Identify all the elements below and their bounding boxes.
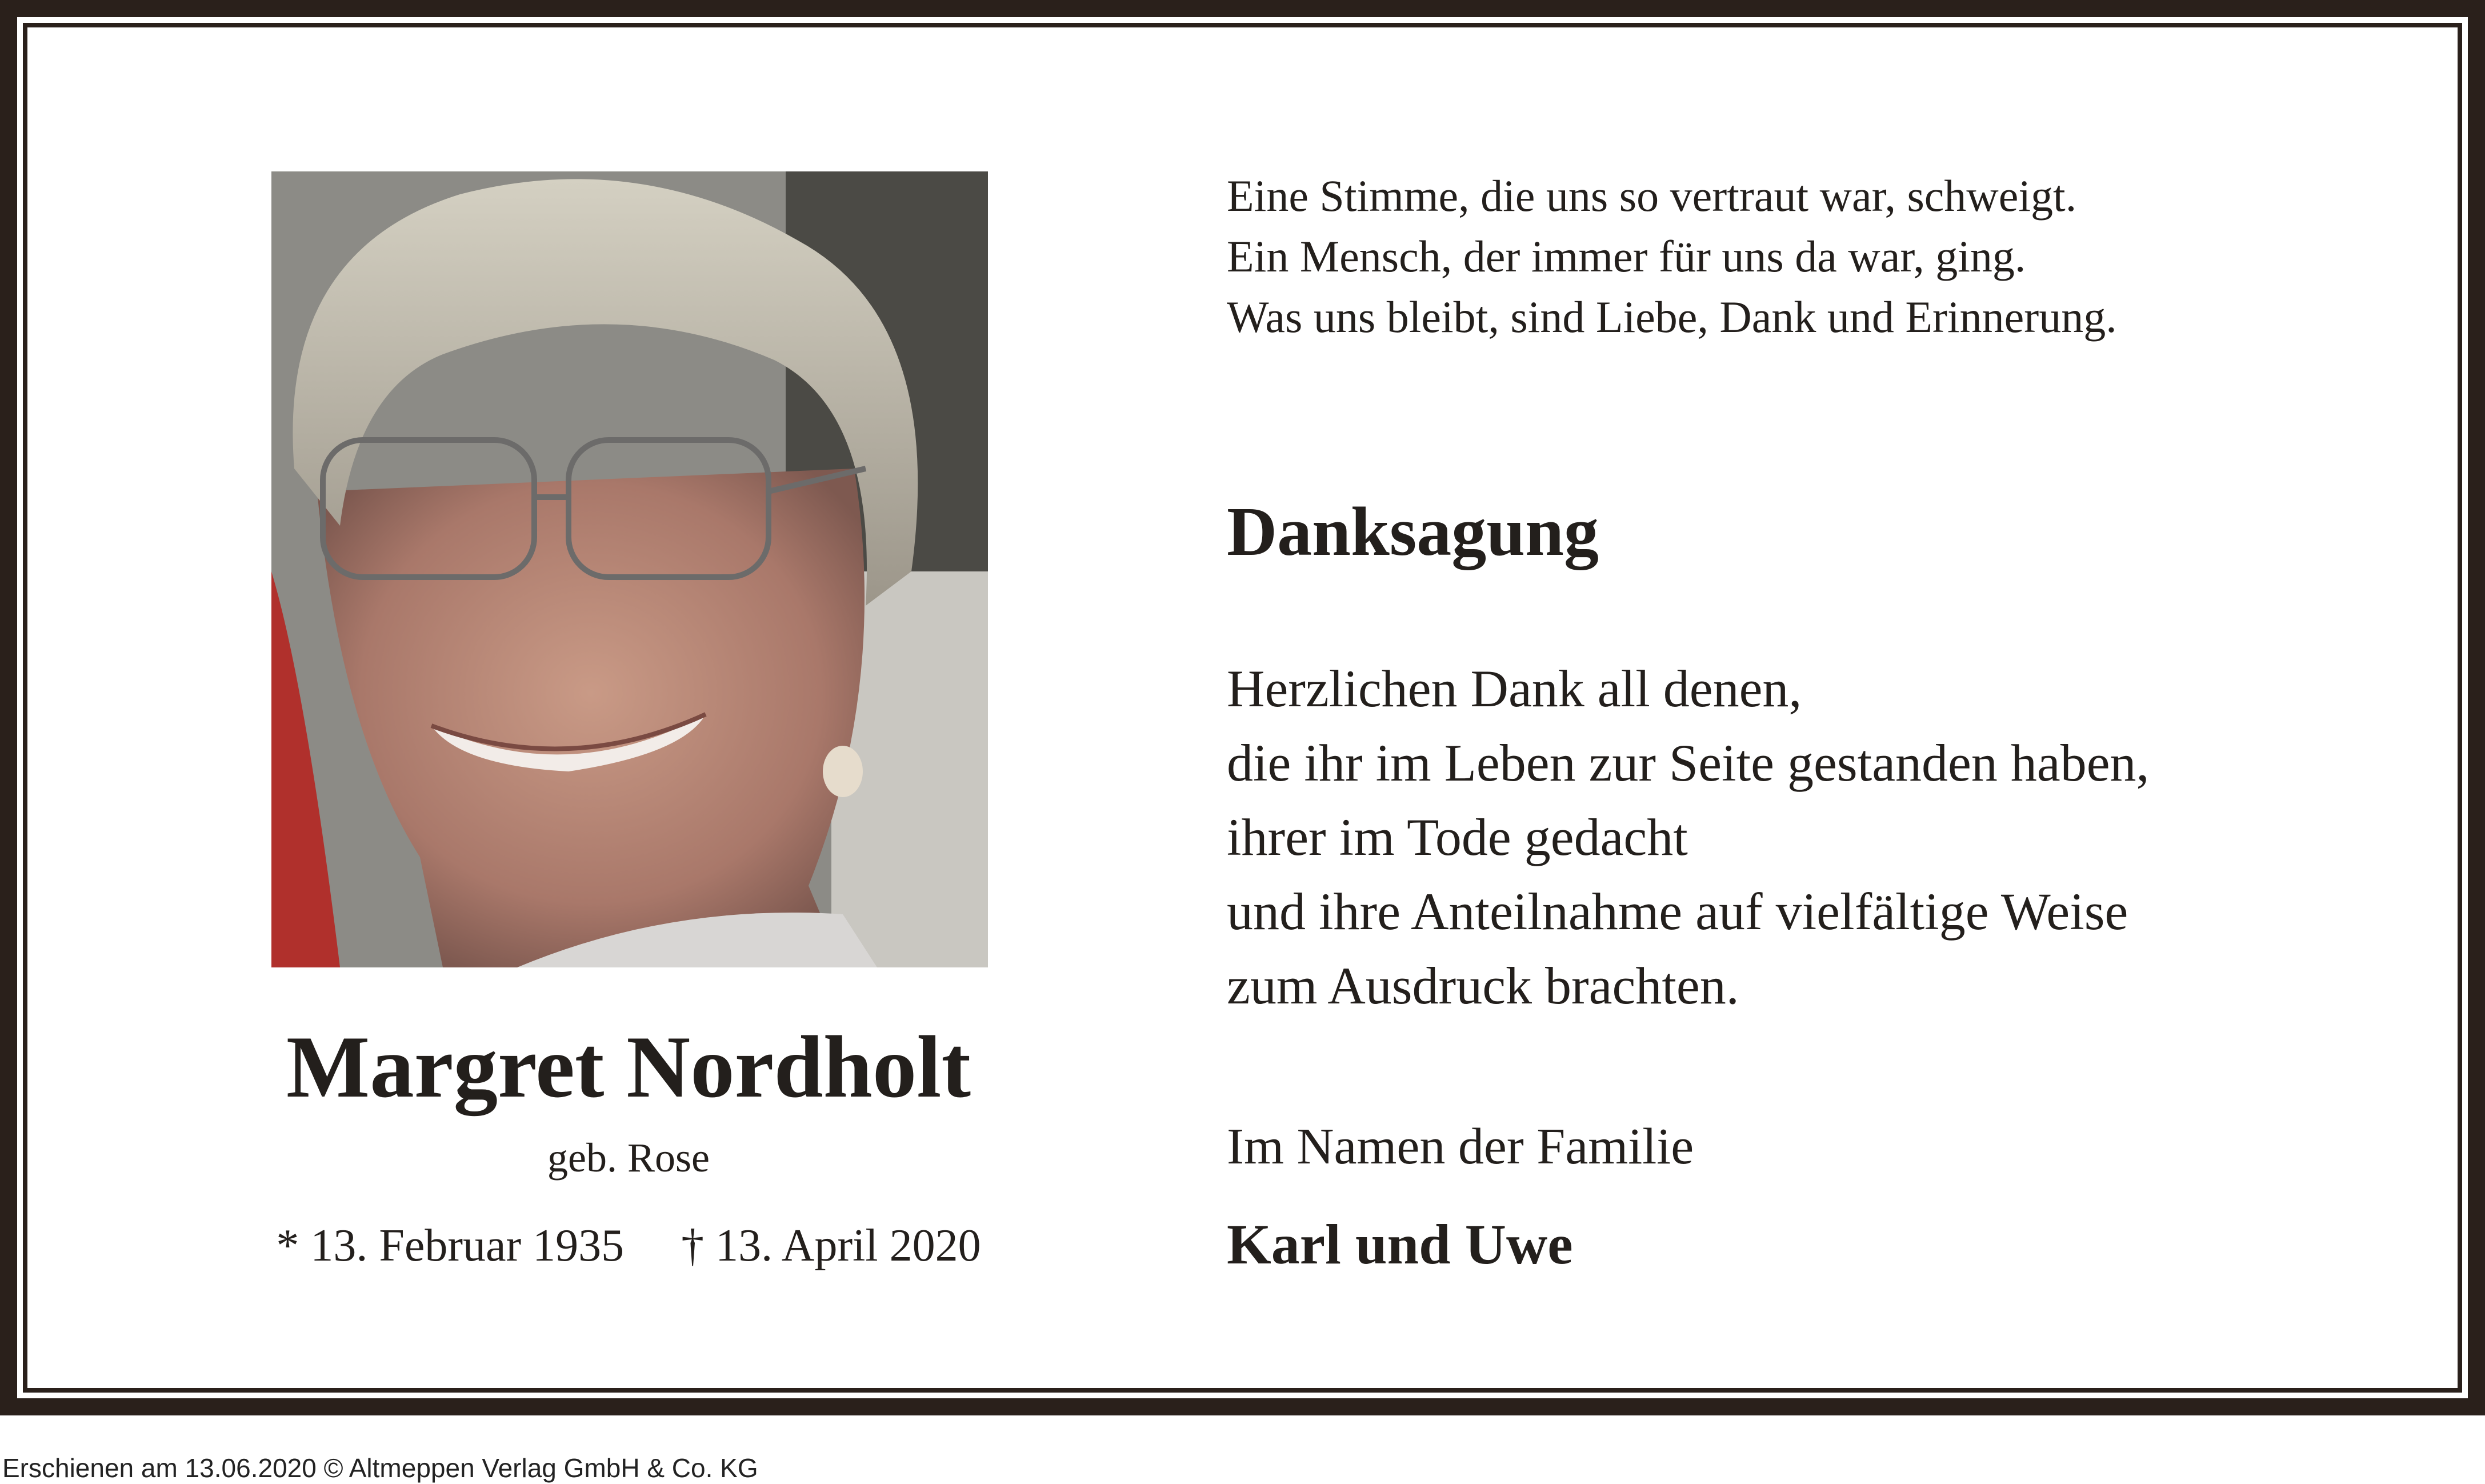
maiden-name: geb. Rose <box>547 1135 710 1181</box>
message-line: zum Ausdruck brachten. <box>1227 957 1739 1015</box>
death-date: † 13. April 2020 <box>681 1221 981 1271</box>
message-line: ihrer im Tode gedacht <box>1227 808 1688 866</box>
deceased-name: Margret Nordholt <box>286 1018 971 1116</box>
message-line: Herzlichen Dank all denen, <box>1227 659 1802 718</box>
family-intro: Im Namen der Familie <box>1227 1118 1694 1175</box>
message-line: und ihre Anteilnahme auf vielfältige Weise <box>1227 882 2128 941</box>
signers: Karl und Uwe <box>1227 1213 1573 1276</box>
message-line: die ihr im Leben zur Seite gestanden haben, <box>1227 734 2150 792</box>
portrait-photo <box>271 171 988 967</box>
poem-line: Ein Mensch, der immer für uns da war, ging. <box>1227 231 2026 281</box>
life-dates <box>171 1220 1086 1272</box>
memorial-poem <box>1227 166 2117 347</box>
publication-footer: Erschienen am 13.06.2020 © Altmeppen Verlag GmbH & Co. KG <box>2 1453 758 1483</box>
poem-line: Was uns bleibt, sind Liebe, Dank und Erinnerung. <box>1227 292 2117 342</box>
thanks-heading: Danksagung <box>1227 493 1599 570</box>
birth-date: * 13. Februar 1935 <box>276 1221 625 1271</box>
thanks-message <box>1227 651 2150 1023</box>
poem-line: Eine Stimme, die uns so vertraut war, schweigt. <box>1227 171 2077 221</box>
